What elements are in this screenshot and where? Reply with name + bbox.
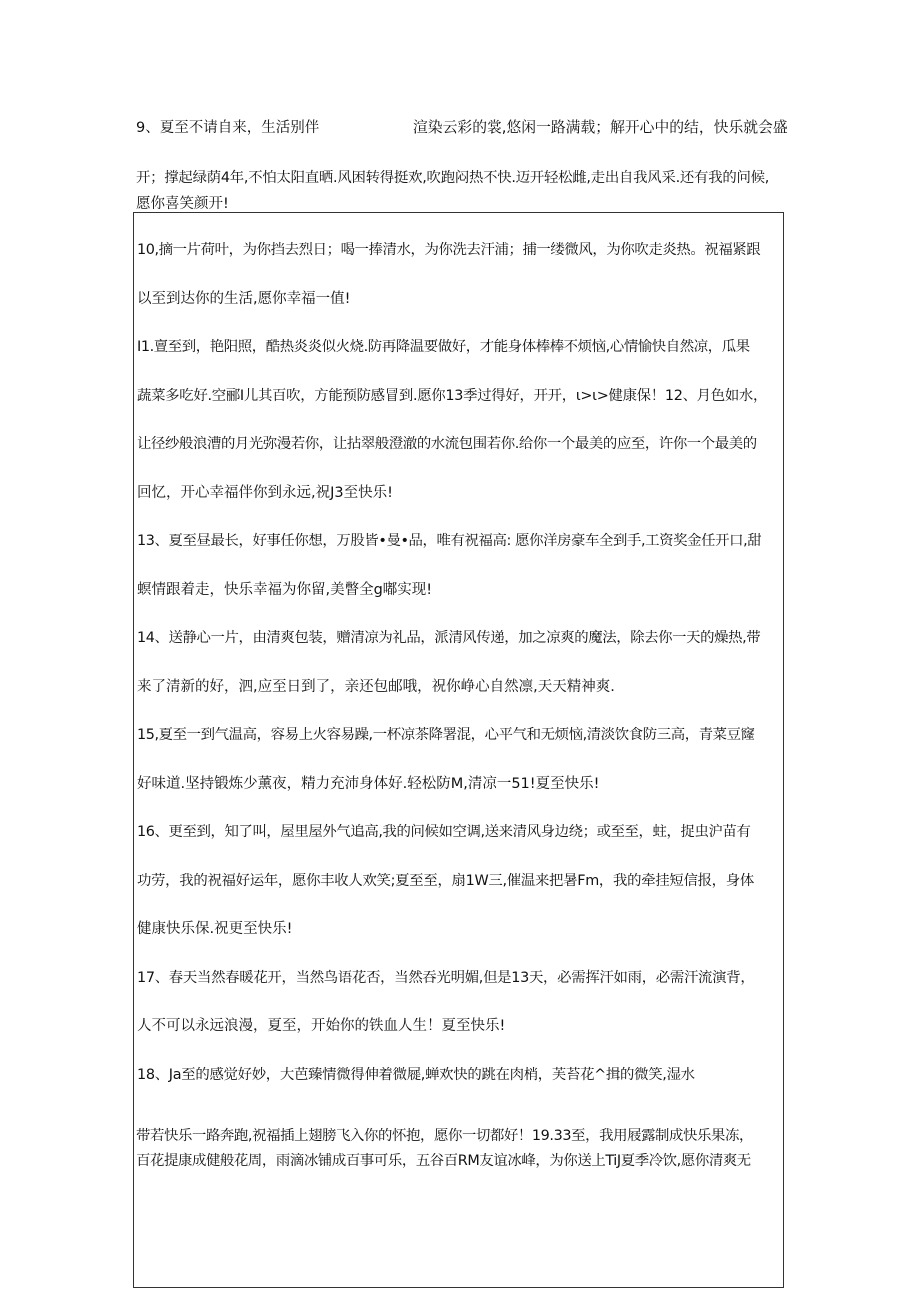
box-line: 14、送静心一片，由清爽包装，赠清凉为礼品，派清风传递，加之凉爽的魔法，除去你一天的燥热,带 [137,630,761,646]
box-line: 好味道.坚持锻炼少薰夜，精力充沛身体好.轻松防M,清凉一51!夏至快乐! [137,776,600,792]
paragraph-9-line-2: 开；撑起绿荫4年,不怕太阳直晒.风困转得挺欢,吹跑闷热不快.迈开轻松雌,走出自我风采.还有我的问候, [136,170,770,186]
box-line: 18、Ja至的感觉好妙，大芭臻情微得伸着微屣,蝉欢快的跳在肉梢，芙苔花^揖的微笑,湿水 [137,1067,695,1083]
box-line: 健康快乐保.祝更至快乐! [137,921,293,937]
paragraph-after-box-line-1: 带若快乐一路奔跑,祝福插上翅膀飞入你的怀抱，愿你一切都好！19.33至，我用屐露制成快乐果冻， [136,1128,753,1144]
paragraph-9-line-3: 愿你喜笑颜开! [136,196,229,212]
box-line: 蔬菜多吃好.空郦I儿其百吹，方能预防感冒到.愿你13季过得好，开开，ι>ι>健康保！12、月色如水， [137,388,768,404]
box-line: I1.亶至到，艳阳照，酷热炎炎似火烧.防再降温要做好，才能身体棒棒不烦恼,心情愉快自然凉，瓜果 [137,339,750,355]
box-line: 螟情跟着走，快乐幸福为你留,美瞥全g嘟实现! [137,582,433,598]
paragraph-9-continuation: 渲染云彩的裳,悠闲一路满载；解开心中的结，快乐就会盛 [413,119,788,136]
box-line: 16、更至到，知了叫，屋里屋外气追高,我的问候如空调,送来清风身边绕；或至至，蛀，捉虫沪苗有 [137,824,751,840]
box-line: 让径纱般浪漕的月光弥漫若你，让拈翠般澄澈的水流包围若你.给你一个最美的应至，许你一个最美的 [137,436,757,452]
box-line: 15,夏至一到气温高，容易上火容易躁,一杯凉茶降署混，心平气和无烦恼,清淡饮食防三高，青菜豆窿 [137,727,755,743]
box-line: 10,摘一片荷叶，为你挡去烈日；喝一捧清水，为你洗去汗浦；捕一缕微风，为你吹走炎热。祝福紧跟 [137,242,761,258]
box-line: 13、夏至昼最长，好事任你想，万股皆•曼•品，唯有祝福高: 愿你洋房豪车全到手,工资奖金任开口,甜 [137,533,762,549]
box-line: 人不可以永远浪漫，夏至，开始你的铁血人生！夏至快乐! [137,1018,506,1034]
box-line: 功劳，我的祝福好运年，愿你丰收人欢笑;夏至至，扇1W三,催温来把暑Fm，我的牵挂短信报，身体 [137,873,754,889]
box-line: 17、春天当然春暖花开，当然鸟语花否，当然吞光明媚,但是13天，必需挥汗如雨，必需汗流演背， [137,970,755,986]
box-line: 回忆，开心幸福伴你到永远,祝J3至快乐! [137,485,393,501]
box-line: 以至到达你的生活,愿你幸福一值! [137,291,351,307]
box-line: 来了清新的好，泗,应至日到了，亲还包邮哦，祝你峥心自然凛,天天精神爽. [137,679,615,695]
paragraph-after-box-line-2: 百花提康成健般花周，雨滴冰铺成百事可乐，五谷百RM友谊冰峰，为你送上TiJ夏季冷饮,愿你清爽无 [136,1153,751,1169]
paragraph-9-intro: 9、夏至不请自来，生活别伴 [136,120,320,136]
